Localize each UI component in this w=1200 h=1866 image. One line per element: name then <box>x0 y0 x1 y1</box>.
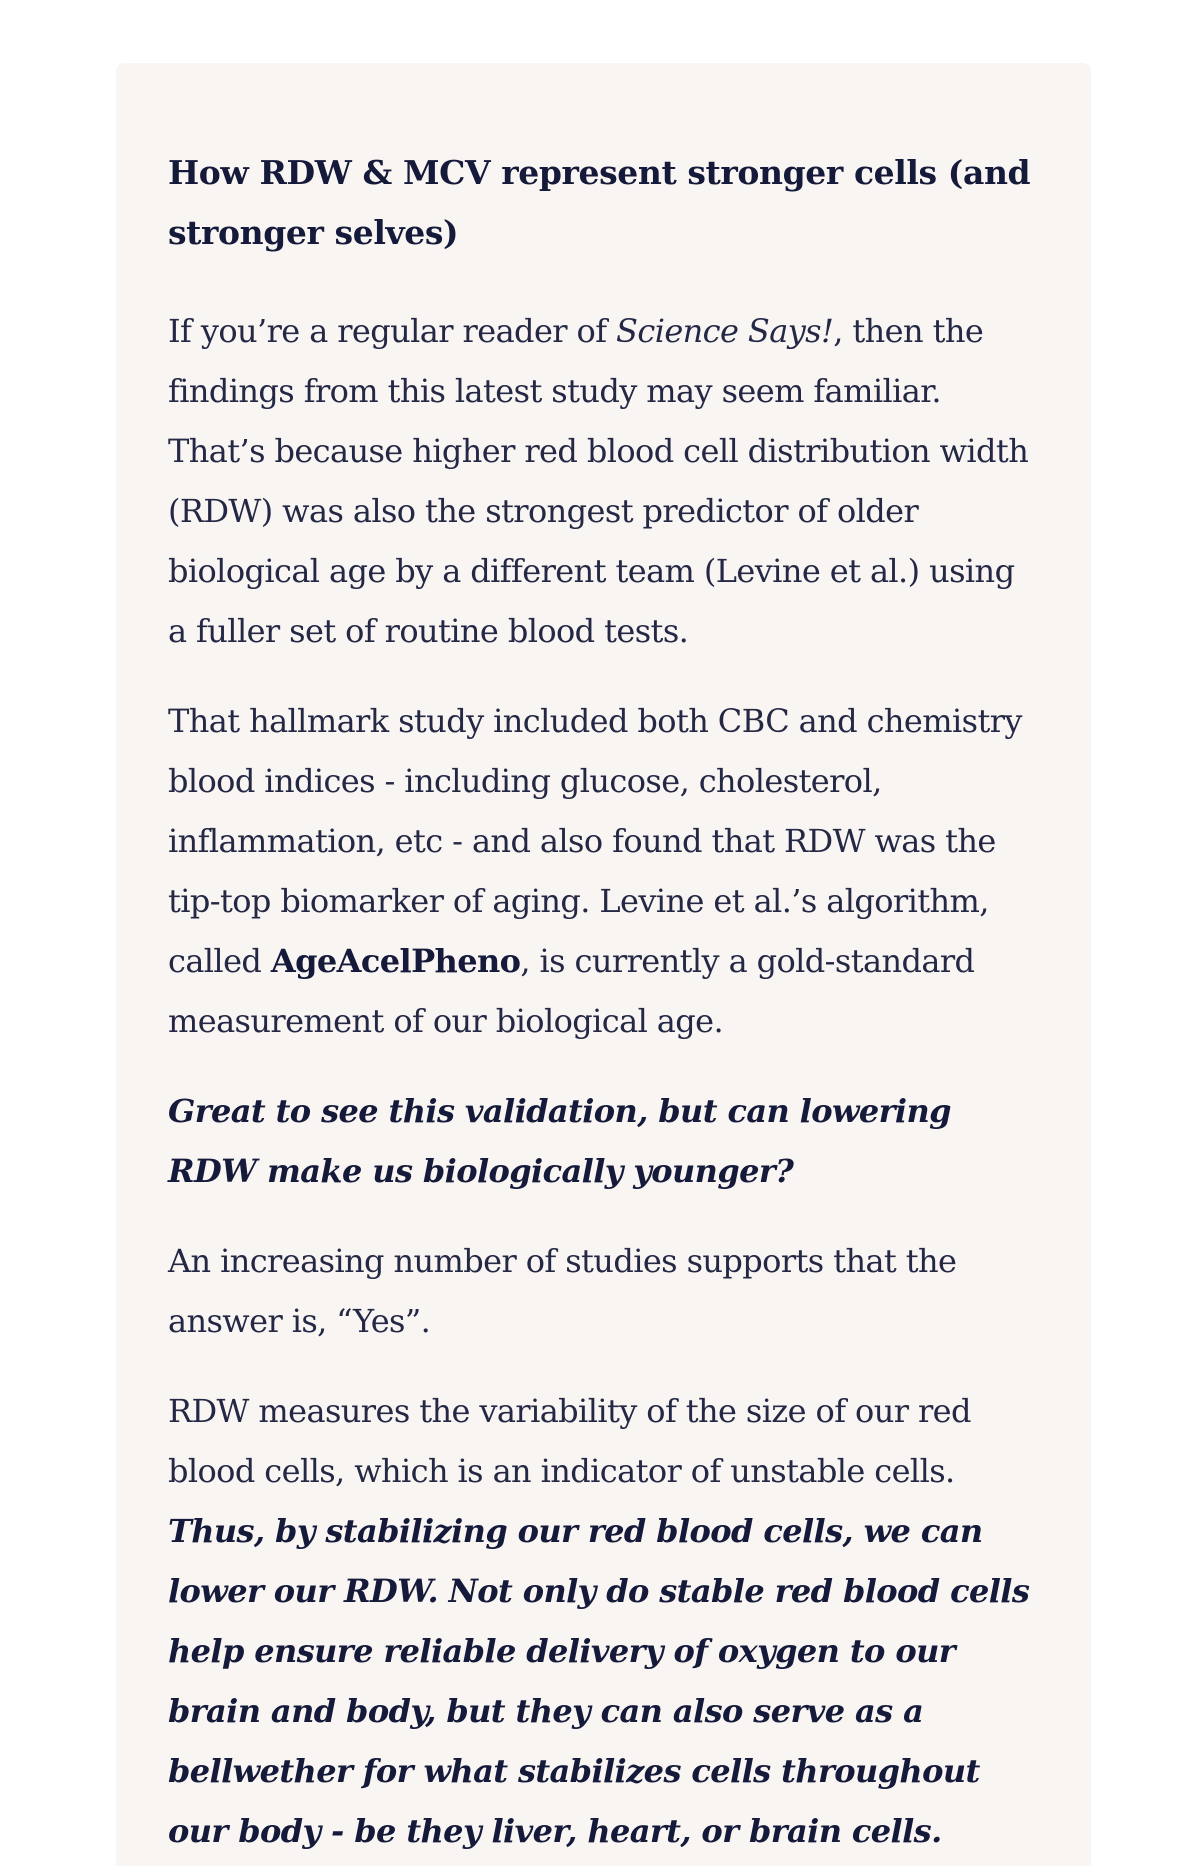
paragraph-hallmark-study <box>168 691 1039 1051</box>
paragraph-hallmark-text-end: , is currently a gold-standard measurement of our biological age. <box>168 942 975 1040</box>
paragraph-intro-text-start: If you’re a regular reader of <box>168 312 617 350</box>
paragraph-rdw-text: RDW measures the variability of the size of our red blood cells, which is an indicator of unstable cells. <box>168 1392 971 1490</box>
paragraph-intro-text-end: , then the findings from this latest study may seem familiar. That’s because higher red blood cell distribution width (RDW) was also the strongest predictor of older biological age by a different team (Levine et al.) using a fuller set of routine blood tests. <box>168 312 1029 650</box>
article-card <box>116 63 1091 1866</box>
publication-name: Science Says! <box>616 312 834 350</box>
algorithm-name: AgeAcelPheno <box>270 942 521 980</box>
emphasized-statement: Thus, by stabilizing our red blood cells, we can lower our RDW. Not only do stable red blood cells help ensure reliable delivery of oxygen to our brain and body, but they can also serve as a bellwether for what stabilizes cells throughout our body - be they liver, heart, or brain cells. <box>168 1512 1030 1850</box>
paragraph-hallmark-text-start: That hallmark study included both CBC and chemistry blood indices - including glucose, cholesterol, inflammation, etc - and also found that RDW was the tip-top biomarker of aging. Levine et al.’s algorithm, called <box>168 702 1022 980</box>
paragraph-answer: An increasing number of studies supports that the answer is, “Yes”. <box>168 1242 957 1340</box>
paragraph-rdw-explanation <box>168 1381 1039 1861</box>
question-subheading: Great to see this validation, but can lowering RDW make us biologically younger? <box>168 1092 951 1190</box>
paragraph-intro <box>168 301 1039 661</box>
section-heading: How RDW & MCV represent stronger cells (and stronger selves) <box>168 153 1031 252</box>
